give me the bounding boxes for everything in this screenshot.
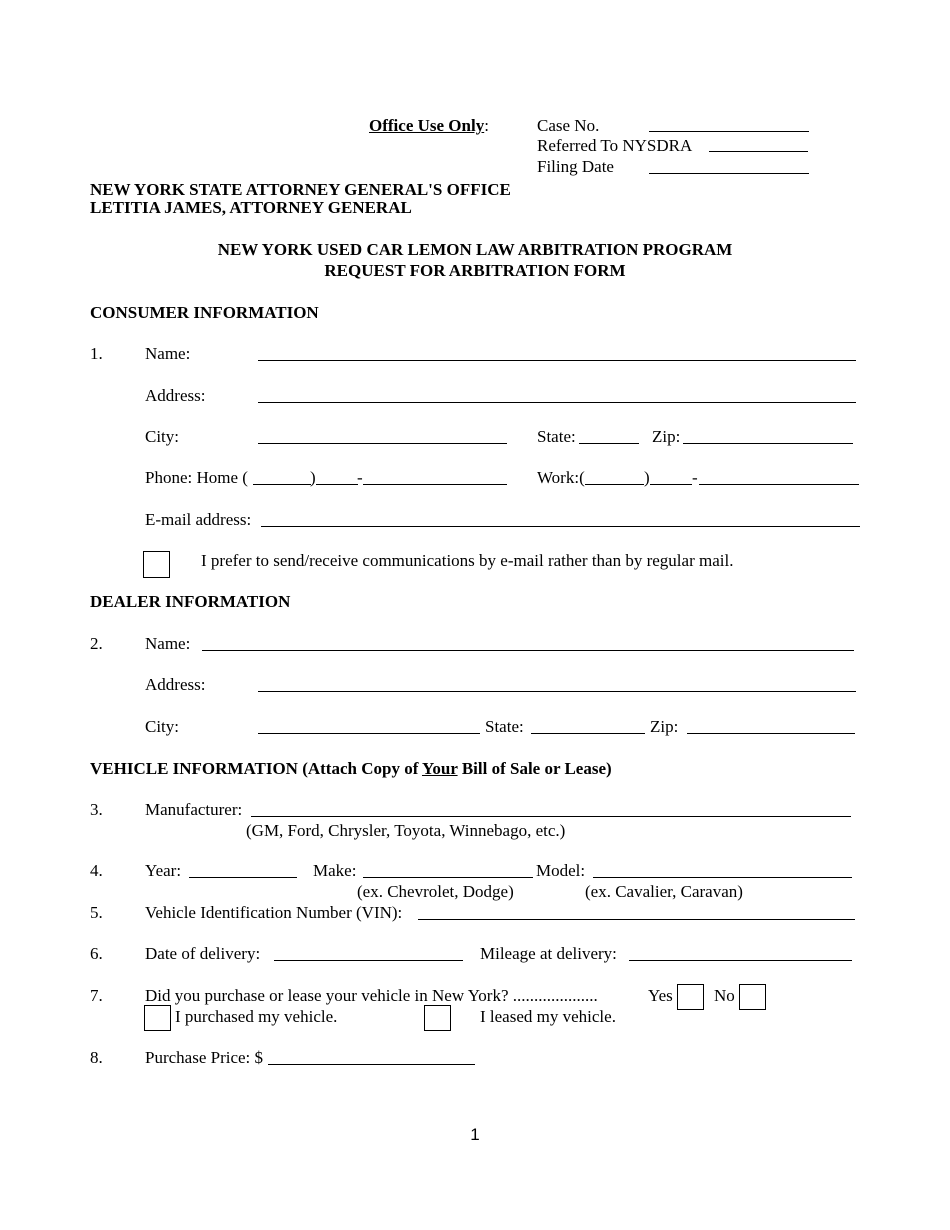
dealer-address-label: Address: [145,675,206,694]
email-preference-label: I prefer to send/receive communications by e-mail rather than by regular mail. [201,551,734,570]
form-title: REQUEST FOR ARBITRATION FORM [324,261,626,280]
yes-checkbox[interactable] [677,984,704,1010]
model-field[interactable] [593,877,852,878]
mileage-label: Mileage at delivery: [480,944,617,963]
consumer-address-label: Address: [145,386,206,405]
manufacturer-example: (GM, Ford, Chrysler, Toyota, Winnebago, etc.) [246,821,566,840]
manufacturer-label: Manufacturer: [145,800,243,819]
email-field[interactable] [261,526,860,527]
consumer-state-field[interactable] [579,443,639,444]
dealer-state-label: State: [485,717,524,736]
dealer-city-field[interactable] [258,733,480,734]
consumer-city-field[interactable] [258,443,507,444]
consumer-address-field[interactable] [258,402,856,403]
phone-work-prefix-field[interactable] [650,484,692,485]
phone-home-area-code-field[interactable] [253,484,311,485]
vin-field[interactable] [418,919,855,920]
office-use-label: Office Use Only: [369,116,489,135]
no-checkbox[interactable] [739,984,766,1010]
purchased-label: I purchased my vehicle. [175,1007,338,1026]
year-label: Year: [145,861,182,880]
model-label: Model: [536,861,586,880]
dealer-city-label: City: [145,717,180,736]
email-preference-checkbox[interactable] [143,551,170,578]
purchase-price-label: Purchase Price: $ [145,1048,264,1067]
make-example: (ex. Chevrolet, Dodge) [357,882,514,901]
consumer-zip-field[interactable] [683,443,853,444]
mileage-field[interactable] [629,960,852,961]
dealer-name-label: Name: [145,634,191,653]
consumer-state-label: State: [537,427,576,446]
vehicle-heading: VEHICLE INFORMATION (Attach Copy of Your Bill of Sale or Lease) [90,759,612,778]
item-number-5: 5. [90,903,103,922]
phone-work-number-field[interactable] [699,484,859,485]
purchase-location-question: Did you purchase or lease your vehicle in New York? .................... [145,986,598,1005]
phone-work-area-code-field[interactable] [585,484,644,485]
purchase-price-field[interactable] [268,1064,475,1065]
item-number-1: 1. [90,344,103,363]
dealer-name-field[interactable] [202,650,854,651]
filing-date-field[interactable] [649,173,809,174]
dealer-heading: DEALER INFORMATION [90,592,291,611]
phone-home-label: Phone: Home ( [145,468,248,487]
leased-label: I leased my vehicle. [480,1007,616,1026]
program-title: NEW YORK USED CAR LEMON LAW ARBITRATION PROGRAM [217,240,733,259]
item-number-7: 7. [90,986,103,1005]
phone-home-prefix-field[interactable] [316,484,358,485]
dealer-zip-field[interactable] [687,733,855,734]
phone-work-paren: ) [644,468,650,487]
phone-work-dash: - [692,468,698,487]
referred-label: Referred To NYSDRA [537,136,693,155]
case-no-label: Case No. [537,116,600,135]
delivery-date-field[interactable] [274,960,463,961]
item-number-4: 4. [90,861,103,880]
email-label: E-mail address: [145,510,252,529]
vin-label: Vehicle Identification Number (VIN): [145,903,403,922]
consumer-city-label: City: [145,427,180,446]
phone-home-paren: ) [310,468,316,487]
consumer-zip-label: Zip: [652,427,681,446]
page-number: 1 [470,1125,480,1144]
delivery-date-label: Date of delivery: [145,944,261,963]
yes-label: Yes [648,986,673,1005]
dealer-state-field[interactable] [531,733,645,734]
consumer-heading: CONSUMER INFORMATION [90,303,319,322]
leased-checkbox[interactable] [424,1005,451,1031]
phone-work-label: Work:( [537,468,585,487]
filing-date-label: Filing Date [537,157,614,176]
agency-name: NEW YORK STATE ATTORNEY GENERAL'S OFFICE [90,180,511,199]
year-field[interactable] [189,877,297,878]
dealer-zip-label: Zip: [650,717,679,736]
case-no-field[interactable] [649,131,809,132]
no-label: No [714,986,735,1005]
item-number-6: 6. [90,944,103,963]
item-number-8: 8. [90,1048,103,1067]
manufacturer-field[interactable] [251,816,851,817]
referred-field[interactable] [709,151,808,152]
attorney-general-name: LETITIA JAMES, ATTORNEY GENERAL [90,198,412,217]
consumer-name-field[interactable] [258,360,856,361]
model-example: (ex. Cavalier, Caravan) [585,882,743,901]
consumer-name-label: Name: [145,344,191,363]
item-number-2: 2. [90,634,103,653]
make-label: Make: [313,861,357,880]
dealer-address-field[interactable] [258,691,856,692]
purchased-checkbox[interactable] [144,1005,171,1031]
make-field[interactable] [363,877,533,878]
phone-home-dash: - [357,468,363,487]
item-number-3: 3. [90,800,103,819]
phone-home-number-field[interactable] [363,484,507,485]
